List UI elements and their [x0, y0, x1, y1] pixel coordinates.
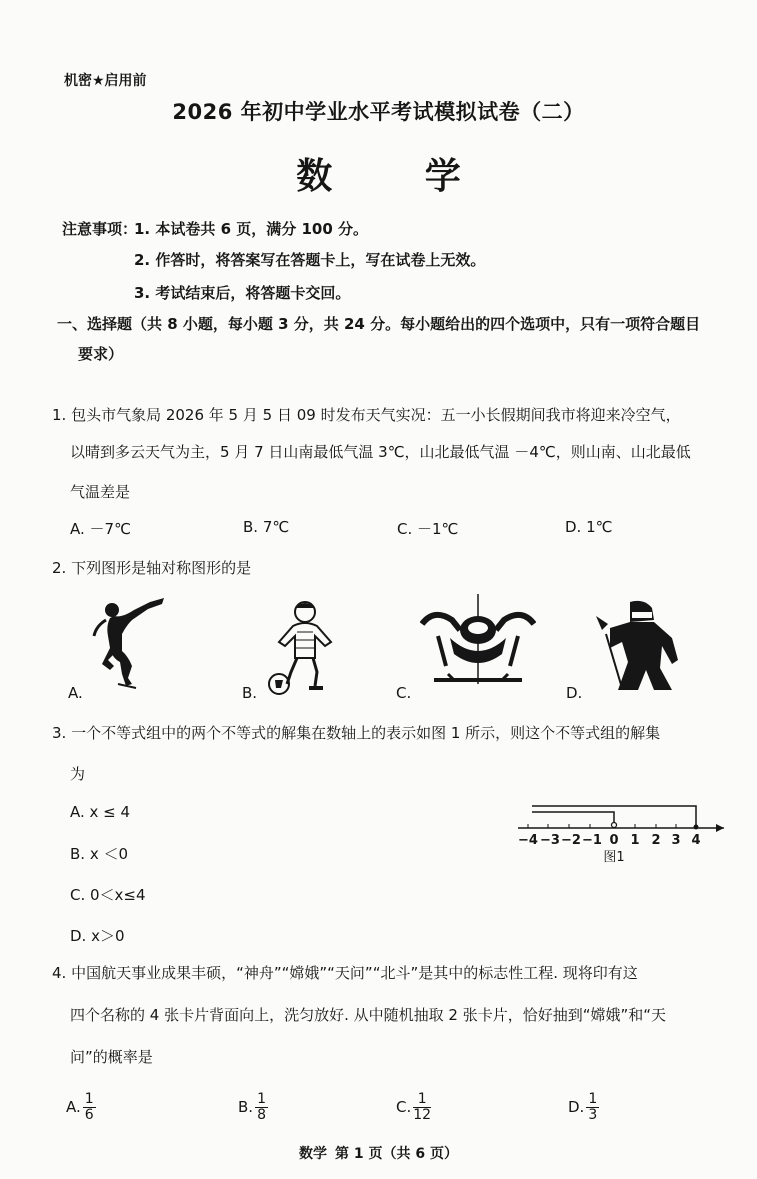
q2-stem: 2. 下列图形是轴对称图形的是: [52, 559, 252, 577]
q1-line: 以晴到多云天气为主，5 月 7 日山南最低气温 3℃，山北最低气温 －4℃，则山南、山北最低: [70, 443, 691, 461]
subject-title: 数 学: [296, 156, 501, 197]
q1-option-a: A. －7℃: [70, 520, 131, 538]
confidential-label: 机密★启用前: [64, 73, 147, 89]
section-heading-cont: 要求）: [78, 345, 124, 363]
q4-line: 4. 中国航天事业成果丰硕，“神舟”“嫦娥”“天问”“北斗”是其中的标志性工程. 现将印有这: [52, 964, 638, 982]
q2-option-c: C.: [396, 684, 412, 702]
q4-option-c: [396, 1092, 431, 1123]
q3-option-c: C. 0＜x≤4: [70, 886, 146, 904]
tick-label: 0: [609, 833, 619, 848]
q4-option-a: [66, 1092, 96, 1123]
note-item: 2. 作答时，将答案写在答题卡上，写在试卷上无效。: [134, 251, 486, 269]
q2-option-b: B.: [242, 684, 258, 702]
note-item: 3. 考试结束后，将答题卡交回。: [134, 284, 351, 302]
q2-option-d: D.: [566, 684, 583, 702]
q2-option-a: A.: [68, 684, 83, 702]
q1-option-c: C. －1℃: [397, 520, 459, 538]
footer-page-number: 第 1 页（共 6 页）: [335, 1146, 458, 1162]
tick-label: 2: [651, 833, 661, 848]
closed-circle-at-4: [694, 825, 699, 830]
fraction: [83, 1092, 96, 1123]
page-footer: [0, 1143, 757, 1163]
q4-option-b: [238, 1092, 268, 1123]
tick-label: 3: [671, 833, 681, 848]
fraction: [255, 1092, 268, 1123]
open-circle-at-0: [612, 823, 617, 828]
tick-label: 4: [691, 833, 701, 848]
tick-label: 1: [630, 833, 640, 848]
fraction: [413, 1092, 431, 1123]
q4-line: 问”的概率是: [70, 1048, 153, 1066]
q3-option-a: A. x ≤ 4: [70, 803, 131, 821]
q4-option-d: [568, 1092, 599, 1123]
numerator: 1: [257, 1091, 266, 1107]
q1-option-d: D. 1℃: [565, 518, 613, 536]
q1-option-b: B. 7℃: [243, 518, 290, 536]
skier-image: [592, 598, 684, 694]
numerator: 1: [588, 1091, 598, 1107]
q3-option-d: D. x＞0: [70, 927, 125, 945]
tick-label: −2: [561, 833, 581, 848]
tick-label: −4: [518, 833, 538, 848]
fraction: [586, 1092, 599, 1123]
q3-line: 3. 一个不等式组中的两个不等式的解集在数轴上的表示如图 1 所示，则这个不等式组的解集: [52, 724, 661, 742]
section-heading: 一、选择题（共 8 小题，每小题 3 分，共 24 分。每小题给出的四个选项中，只有一项符合题目: [57, 315, 701, 333]
q3-option-b: B. x ＜0: [70, 845, 129, 863]
option-letter: D.: [568, 1098, 585, 1116]
numerator: 1: [84, 1091, 94, 1107]
q3-line: 为: [70, 765, 86, 783]
luge-image: [420, 594, 536, 690]
q1-line: 1. 包头市气象局 2026 年 5 月 5 日 09 时发布天气实况：五一小长假期间我市将迎来冷空气，: [52, 406, 681, 424]
axis-arrow-icon: [716, 824, 724, 832]
note-item: 1. 本试卷共 6 页，满分 100 分。: [134, 220, 368, 238]
option-letter: A.: [66, 1098, 81, 1116]
denominator: 8: [257, 1107, 266, 1123]
numerator: 1: [413, 1092, 431, 1108]
footer-subject: 数学: [299, 1146, 327, 1162]
q1-line: 气温差是: [70, 483, 131, 501]
figure-caption: 图1: [603, 850, 625, 865]
tick-label: −1: [582, 833, 602, 848]
q4-line: 四个名称的 4 张卡片背面向上，洗匀放好. 从中随机抽取 2 张卡片，恰好抽到“嫦娥”和“天: [70, 1006, 667, 1024]
tick-label: −3: [540, 833, 560, 848]
figure-skater-image: [92, 596, 172, 696]
set-x-less-than-0: [532, 812, 614, 824]
notes-label: 注意事项：: [62, 220, 138, 238]
exam-title: 2026 年初中学业水平考试模拟试卷（二）: [172, 100, 585, 124]
denominator: 3: [588, 1107, 598, 1123]
denominator: 6: [84, 1107, 94, 1123]
denominator: 12: [413, 1107, 432, 1123]
option-letter: C.: [396, 1098, 412, 1116]
option-letter: B.: [238, 1098, 254, 1116]
number-line-figure: [512, 798, 732, 868]
football-child-image: [265, 598, 345, 696]
